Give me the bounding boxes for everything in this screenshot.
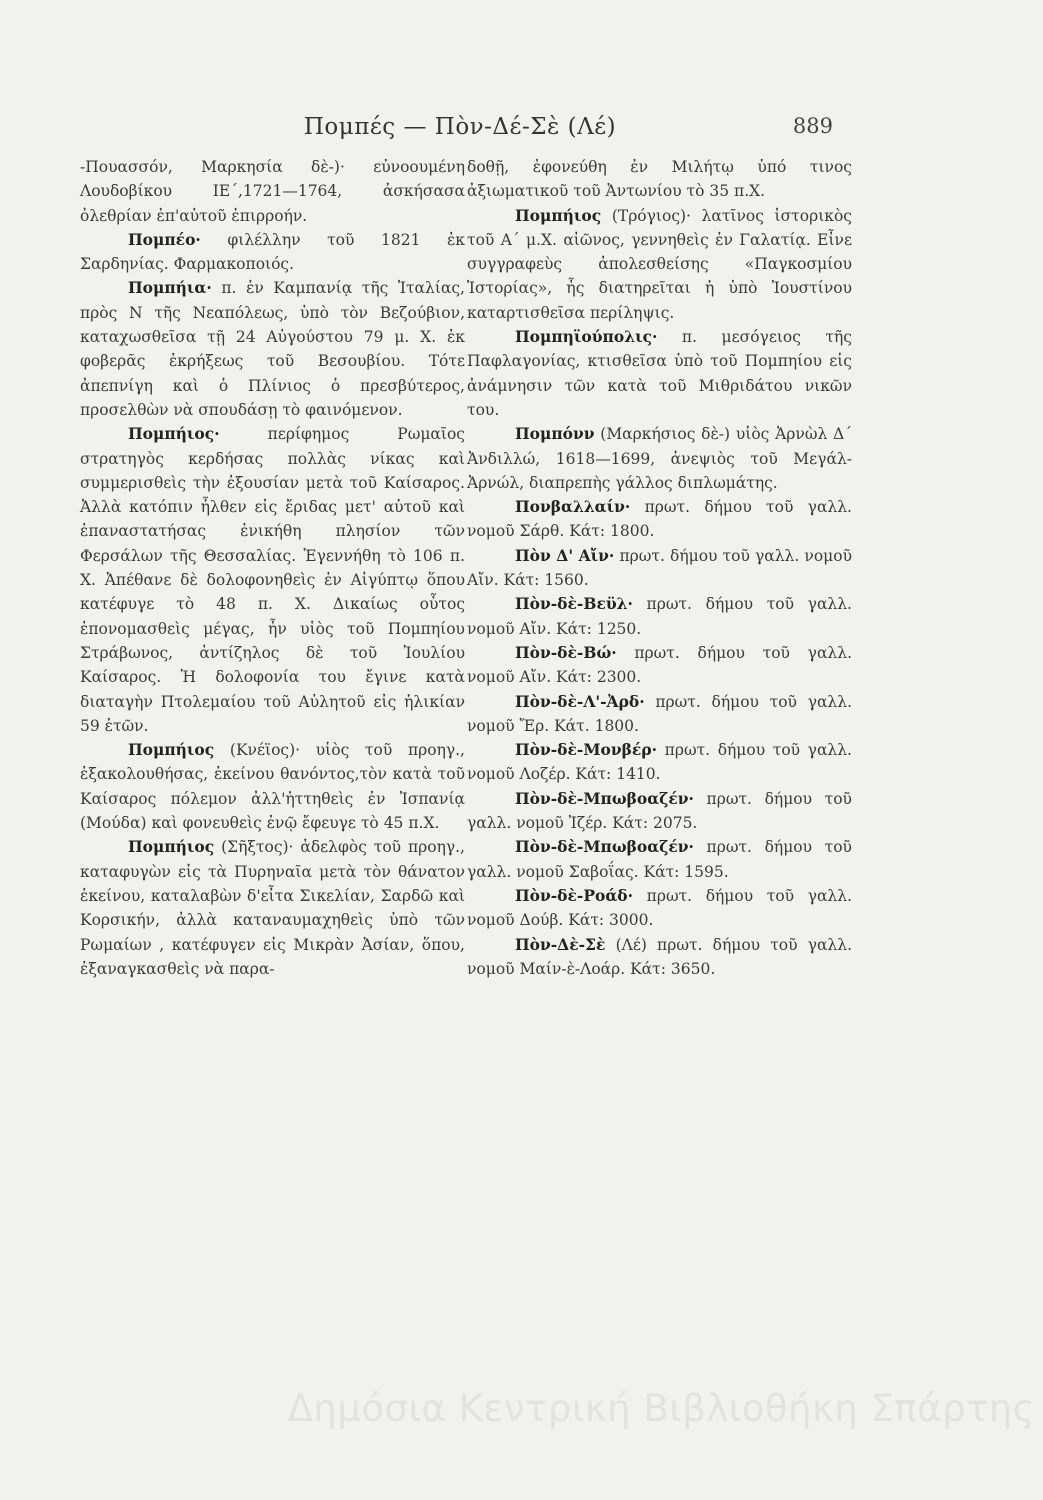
dictionary-entry bbox=[467, 933, 852, 982]
entry-text: (Λέ) πρωτ. δήμου τοῦ γαλλ. νομοῦ Μαίν-ὲ-Λοάρ. Κάτ: 3650. bbox=[467, 935, 853, 978]
entry-text: πρωτ. δήμου τοῦ γαλλ. νομοῦ Ἔρ. Κάτ. 1800. bbox=[467, 692, 852, 735]
entry-headword: Πομπόνν bbox=[515, 424, 595, 444]
entry-text: φιλέλλην τοῦ 1821 ἐκ Σαρδηνίας. Φαρμακοποιός. bbox=[80, 230, 465, 274]
running-title: Πομπές — Πὸν-Δέ-Σὲ (Λέ) bbox=[303, 114, 617, 140]
entry-headword: Πὸν-δὲ-Μπωβοαζέν· bbox=[515, 788, 694, 808]
page-header bbox=[0, 110, 1043, 150]
entry-text: πρωτ. δήμου τοῦ γαλλ. νομοῦ Λοζέρ. Κάτ: 1410. bbox=[467, 741, 852, 784]
entry-text: π. ἐν Καμπανίᾳ τῆς Ἰταλίας, πρὸς Ν τῆς Νεαπόλεως, ὑπὸ τὸν Βεζούβιον, καταχωσθεῖσα τῇ 24 Αὐγούστου 79 μ. Χ. ἐκ φοβερᾶς ἐκρήξεως τοῦ Βεσουβίου. Τότε ἀπεπνίγη καὶ ὁ Πλίνιος ὁ πρεσβύτερος, προσελθὼν νὰ σπουδάσῃ τὸ φαινόμενον. bbox=[80, 279, 465, 419]
entry-headword: Πονβαλλαίν· bbox=[515, 497, 631, 517]
entry-text: (Τρόγιος)· λατῖνος ἱστορικὸς τοῦ Α΄ μ.Χ. αἰῶνος, γεννηθεὶς ἐν Γαλατίᾳ. Εἶνε συγγραφεὺς ἀπολεσθείσης «Παγκοσμίου Ἱστορίας», ἧς διατηρεῖται ἡ ὑπὸ Ἰουστίνου καταρτισθεῖσα περίληψις. bbox=[467, 206, 852, 322]
dictionary-entry bbox=[467, 690, 852, 739]
dictionary-entry bbox=[80, 422, 465, 738]
entry-headword: Πὸν-δὲ-Μονβέρ· bbox=[515, 740, 658, 760]
entry-text: π. μεσόγειος τῆς Παφλαγονίας, κτισθεῖσα ὑπὸ τοῦ Πομπηίου εἰς ἀνάμνησιν τῶν κατὰ τοῦ Μιθριδάτου νικῶν του. bbox=[467, 328, 852, 419]
dictionary-entry bbox=[467, 884, 852, 933]
dictionary-entry bbox=[467, 592, 852, 641]
entry-headword: Πομπήιος bbox=[515, 205, 602, 225]
dictionary-entry bbox=[467, 738, 852, 787]
library-watermark: Δημόσια Κεντρική Βιβλιοθήκη Σπάρτης bbox=[287, 1387, 1035, 1430]
entry-text: πρωτ. δήμου τοῦ γαλλ. νομοῦ Αἴν. Κάτ: 1560. bbox=[467, 546, 852, 590]
entry-text: -Πουασσόν, Μαρκησία δὲ-)· εὐνοουμένη Λουδοβίκου ΙΕ΄,1721—1764, ἀσκήσασα ὀλεθρίαν ἐπ'αὐτοῦ ἐπιρροήν. bbox=[80, 158, 465, 225]
entry-text: πρωτ. δήμου τοῦ γαλλ. νομοῦ Αἴν. Κάτ: 1250. bbox=[467, 595, 852, 638]
entry-text: δοθῇ, ἐφονεύθη ἐν Μιλήτῳ ὑπό τινος ἀξιωματικοῦ τοῦ Ἀντωνίου τὸ 35 π.Χ. bbox=[467, 158, 852, 201]
dictionary-entry bbox=[467, 835, 852, 884]
entry-headword: Πομπηϊούπολις· bbox=[515, 327, 658, 347]
right-column bbox=[467, 155, 852, 981]
entry-headword: Πὸν-Δὲ-Σὲ bbox=[515, 934, 606, 954]
dictionary-entry bbox=[467, 787, 852, 836]
entry-headword: Πὸν-δὲ-Μπωβοαζέν· bbox=[515, 837, 694, 857]
entry-headword: Πομπέο· bbox=[128, 229, 201, 249]
entry-headword: Πομπήιος· bbox=[128, 424, 220, 444]
dictionary-entry bbox=[467, 155, 852, 204]
entry-text: πρωτ. δήμου τοῦ γαλλ. νομοῦ Δούβ. Κάτ: 3000. bbox=[467, 886, 852, 930]
dictionary-entry bbox=[467, 204, 852, 325]
dictionary-entry bbox=[467, 422, 852, 495]
dictionary-entry bbox=[467, 544, 852, 593]
entry-text: πρωτ. δήμου τοῦ γαλλ. νομοῦ Ἰζέρ. Κάτ: 2075. bbox=[467, 789, 852, 833]
left-column bbox=[80, 155, 465, 981]
entry-headword: Πὸν Δ' Αἴν· bbox=[515, 545, 615, 565]
dictionary-entry bbox=[80, 155, 465, 228]
dictionary-entry bbox=[80, 228, 465, 277]
dictionary-entry bbox=[80, 835, 465, 981]
entry-headword: Πὸν-δὲ-Ροάδ· bbox=[515, 885, 634, 905]
entry-headword: Πομπήιος bbox=[128, 740, 215, 760]
entry-text: (Σῆξτος)· ἀδελφὸς τοῦ προηγ., καταφυγὼν εἰς τὰ Πυρηναῖα μετὰ τὸν θάνατον ἐκείνου, καταλαβὼν δ'εἶτα Σικελίαν, Σαρδῶ καὶ Κορσικήν, ἀλλὰ καταναυμαχηθεὶς ὑπὸ τῶν Ρωμαίων , κατέφυγεν εἰς Μικρὰν Ἀσίαν, ὅπου, ἐξαναγκασθεὶς νὰ παρα- bbox=[80, 838, 465, 978]
entry-text: πρωτ. δήμου τοῦ γαλλ. νομοῦ Σάρθ. Κάτ: 1800. bbox=[467, 498, 852, 541]
entry-headword: Πομπήια· bbox=[128, 278, 212, 298]
entry-text: (Μαρκήσιος δὲ-) υἱὸς Ἀρνὼλ Δ΄ Ἀνδιλλώ, 1618—1699, ἀνεψιὸς τοῦ Μεγάλ-Ἀρνώλ, διαπρεπὴς γάλλος διπλωμάτης. bbox=[467, 425, 852, 492]
dictionary-entry bbox=[467, 325, 852, 422]
dictionary-entry bbox=[467, 495, 852, 544]
entry-headword: Πομπήιος bbox=[128, 837, 215, 857]
entry-headword: Πὸν-δὲ-Βεϋλ· bbox=[515, 594, 633, 614]
entry-text: πρωτ. δήμου τοῦ γαλλ. νομοῦ Σαβοΐας. Κάτ: 1595. bbox=[467, 838, 852, 881]
entry-text: πρωτ. δήμου τοῦ γαλλ. νομοῦ Αἴν. Κάτ: 2300. bbox=[467, 643, 852, 687]
entry-headword: Πὸν-δὲ-Βώ· bbox=[515, 642, 617, 662]
dictionary-entry bbox=[467, 641, 852, 690]
dictionary-entry bbox=[80, 738, 465, 835]
entry-headword: Πὸν-δὲ-Λ'-Ἀρδ· bbox=[515, 691, 645, 711]
entry-text: περίφημος Ρωμαῖος στρατηγὸς κερδήσας πολλὰς νίκας καὶ συμμερισθεὶς τὴν ἐξουσίαν μετὰ τοῦ Καίσαρος. Ἀλλὰ κατόπιν ἦλθεν εἰς ἔριδας μετ' αὐτοῦ καὶ ἐπαναστατήσας ἐνικήθη πλησίον τῶν Φερσάλων τῆς Θεσσαλίας. Ἐγεννήθη τὸ 106 π. Χ. Ἀπέθανε δὲ δολοφονηθεὶς ἐν Αἰγύπτῳ ὅπου κατέφυγε τὸ 48 π. Χ. Δικαίως οὗτος ἐπονομασθεὶς μέγας, ἦν υἱὸς τοῦ Πομπηίου Στράβωνος, ἀντίζηλος δὲ τοῦ Ἰουλίου Καίσαρος. Ἡ δολοφονία του ἔγινε κατὰ διαταγὴν Πτολεμαίου τοῦ Αὐλητοῦ εἰς ἡλικίαν 59 ἐτῶν. bbox=[80, 425, 465, 735]
entry-text: (Κνέϊος)· υἱὸς τοῦ προηγ., ἐξακολουθήσας, ἐκείνου θανόντος,τὸν κατὰ τοῦ Καίσαρος πόλεμον ἀλλ'ἡττηθεὶς ἐν Ἰσπανίᾳ (Μούδα) καὶ φονευθεὶς ἐνῷ ἔφευγε τὸ 45 π.Χ. bbox=[80, 741, 465, 833]
dictionary-entry bbox=[80, 276, 465, 422]
page-number: 889 bbox=[792, 114, 833, 138]
